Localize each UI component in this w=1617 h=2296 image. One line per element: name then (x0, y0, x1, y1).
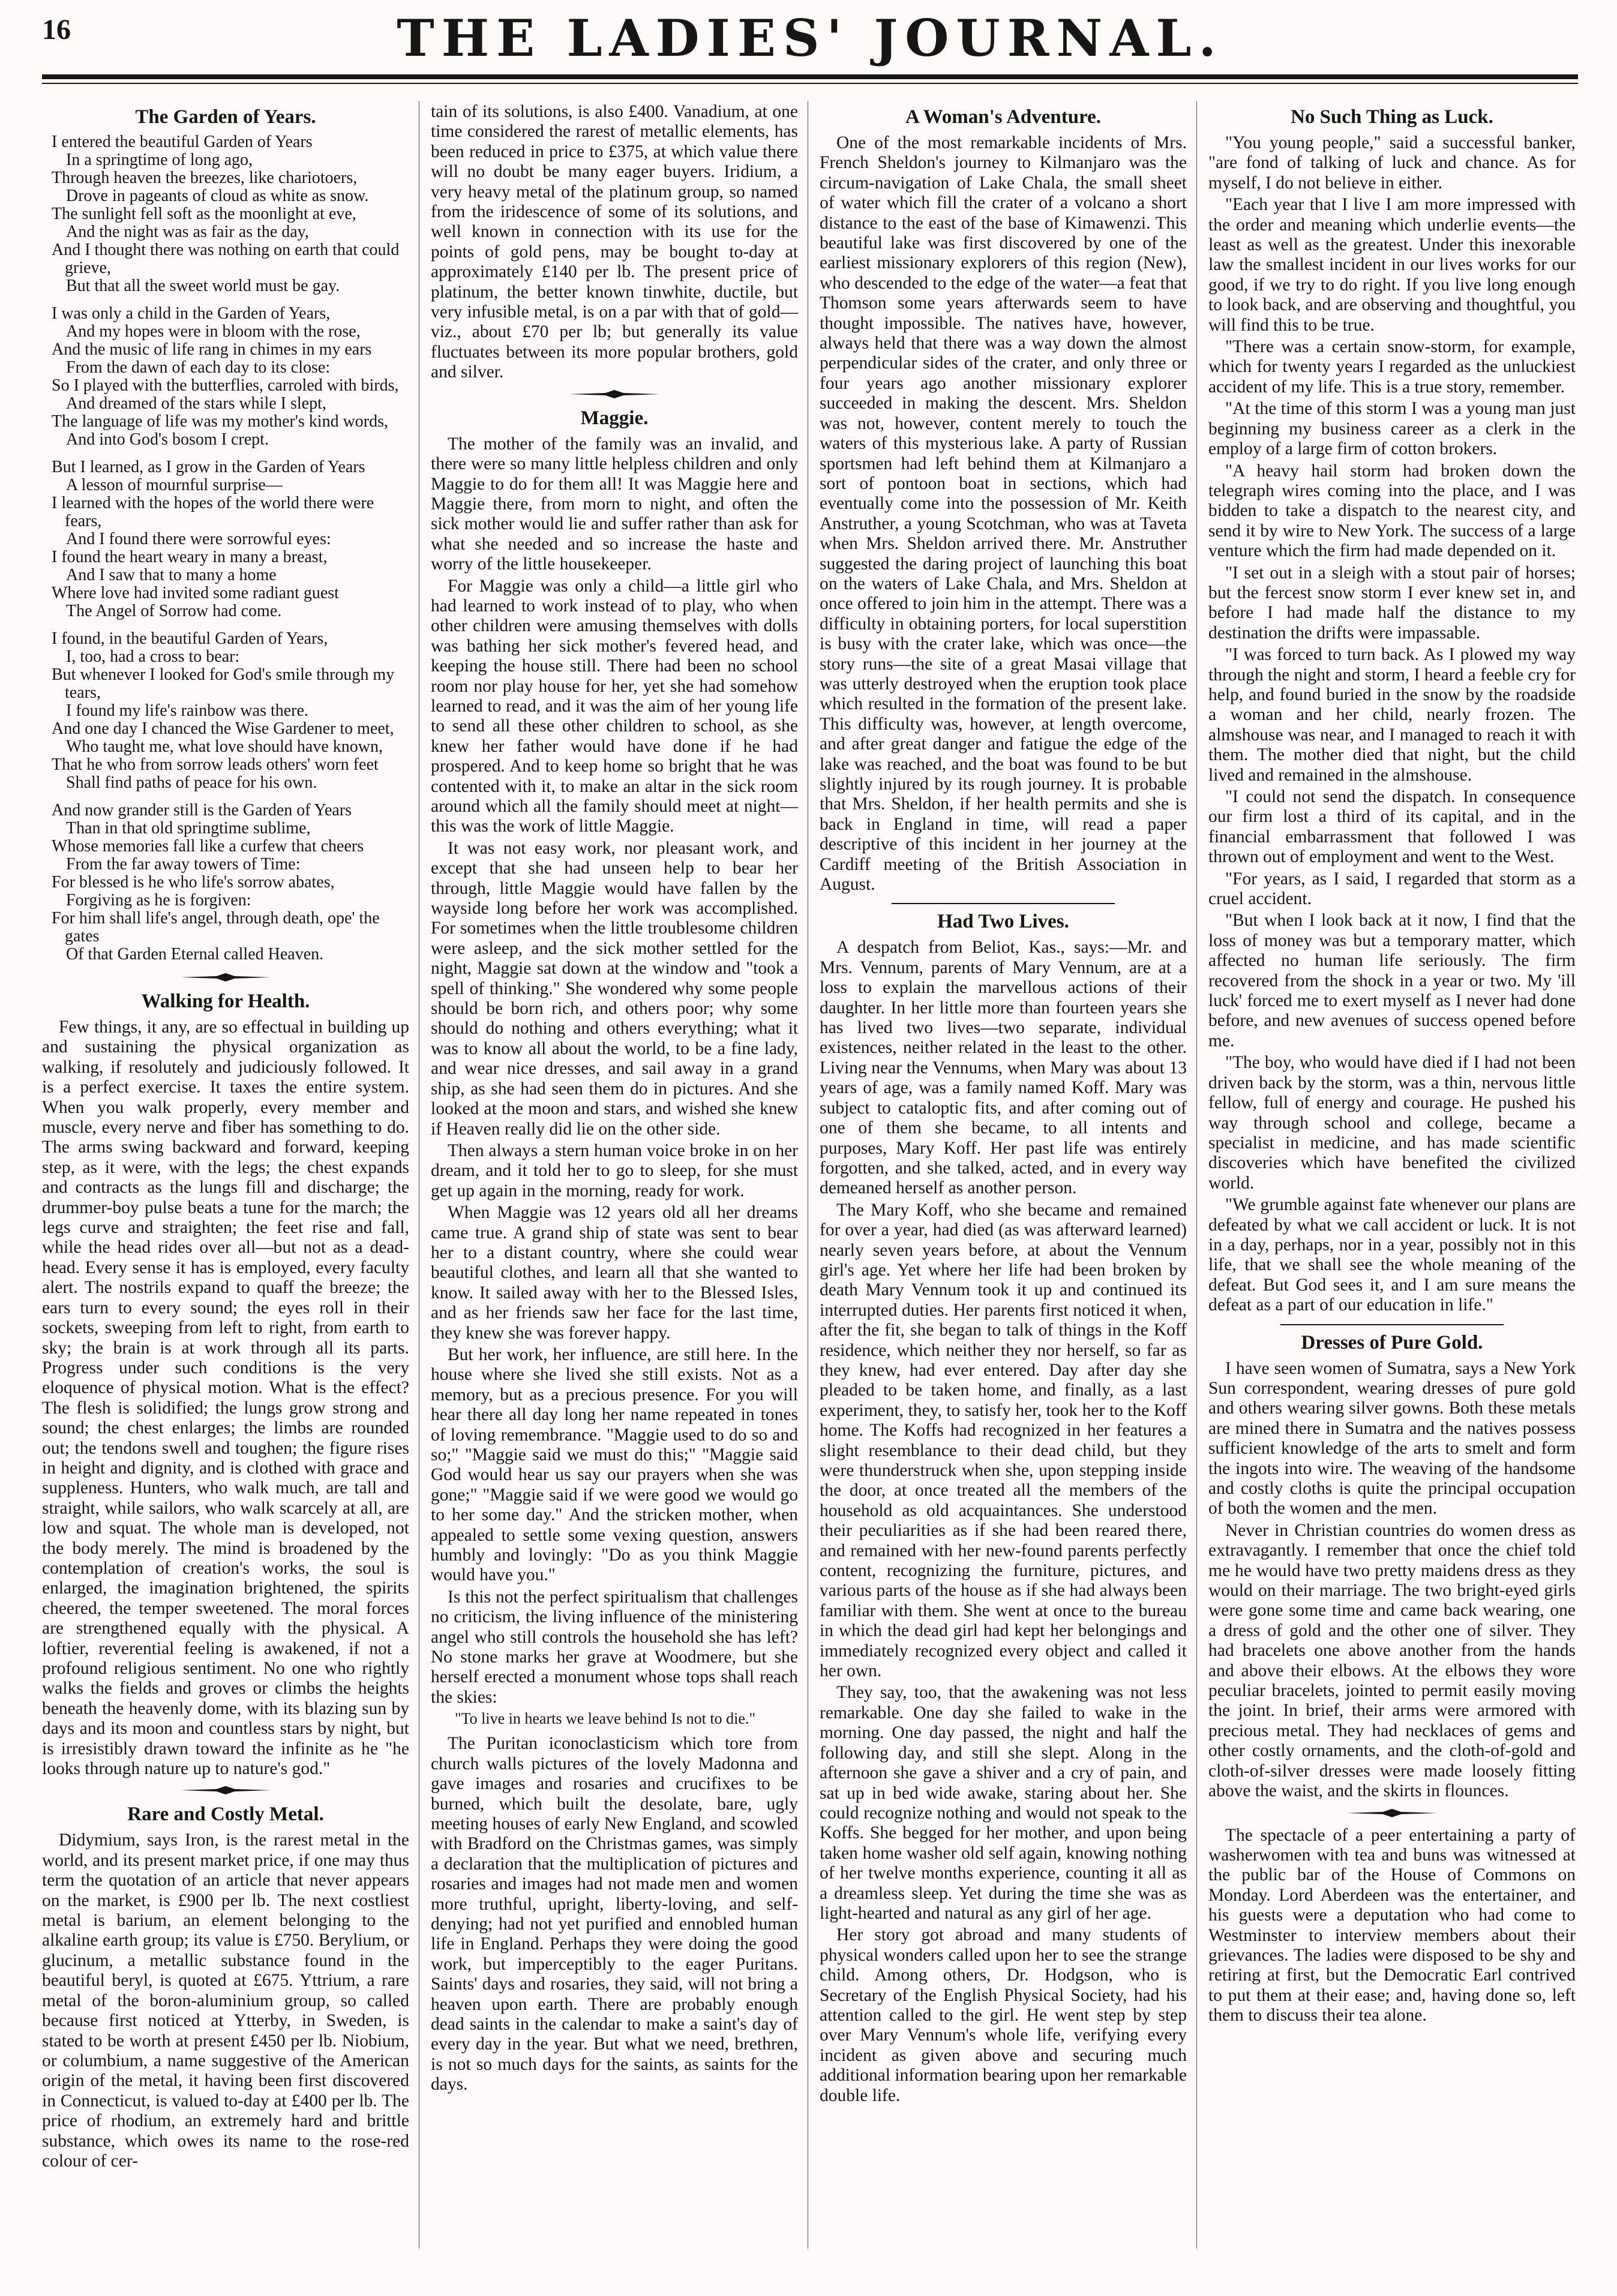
poem-stanza (42, 458, 409, 620)
column-2 (431, 102, 798, 2097)
poem-line: And one day I chanced the Wise Gardener to meet, (52, 719, 394, 738)
article-body (1208, 1826, 1576, 2026)
article-title: Had Two Lives. (937, 911, 1069, 933)
poem-stanza (42, 305, 409, 449)
poem-line: And the night was as fair as the day, (66, 223, 309, 241)
paragraph: Her story got abroad and many students of physical wonders called upon her to see the strange child. Among others, Dr. Hodgson, who is Secretary of the English Physical Society, had his attention called to the girl. He went step by step over Mary Vennum's whole life, verifying every incident as given above and securing much additional information bearing upon her remarkable double life. (820, 1925, 1187, 2105)
paragraph: "But when I look back at it now, I find that the loss of money was but a temporary matter, which affected no human life seriously. The firm recovered from the shock in a year or two. My 'ill luck' forced me to exert myself as I never had done before, and new avenues of success opened before me. (1208, 911, 1576, 1051)
ornament-divider (569, 390, 659, 398)
poem-line: But I learned, as I grow in the Garden of Years (52, 458, 365, 476)
paragraph: Didymium, says Iron, is the rarest metal in the world, and its present market price, if one may thus term the quotation of an article that never appears on the market, is £900 per lb. The next costliest metal is barium, an element belonging to the alkaline earth group; its value is £750. Berylium, or glucinum, a metallic substance found in the beautiful beryl, is quoted at £675. Yttrium, a rare metal of the boron-aluminium group, so called because first noticed at Ytterby, in Sweden, is stated to be worth at present £450 per lb. Niobium, or columbium, a name suggestive of the American origin of the metal, it having been first discovered in Connecticut, is valued to-day at £400 per lb. The price of rhodium, an extremely hard and brittle substance, which owes its name to the rose-red colour of cer- (42, 1830, 409, 2171)
poem-line: The language of life was my mother's kind words, (52, 412, 389, 431)
paragraph: Never in Christian countries do women dress as extravagantly. I remember that once the chief told me he would have two pretty maidens dress as they would on their marriage. The two bright-eyed girls were gone some time and came back wearing, one a dress of gold and the other one of silver. They had bracelets one above another from the hands and above their elbows. At the elbows they wore peculiar bracelets, jointed to permit easily moving the joint. In brief, their arms were armored with precious metal. They had necklaces of gems and other costly ornaments, and the cloth-of-gold and cloth-of-silver dresses were made loosely fitting above the waist, and the skirts in flounces. (1208, 1520, 1576, 1801)
masthead-rule-thin (42, 83, 1578, 84)
poem-line: I found, in the beautiful Garden of Years, (52, 629, 328, 648)
article-body (820, 133, 1187, 895)
paragraph: "I could not send the dispatch. In consequence our firm lost a third of its capital, and in the financial embarrassment that followed I was thrown out of employment and went to the West. (1208, 787, 1576, 867)
poem-line: The Angel of Sorrow had come. (66, 602, 282, 620)
paragraph: The Puritan iconoclasticism which tore from church walls pictures of the lovely Madonna and gave images and rosaries and crucifixes to be burned, which built the desolate, bare, ugly meeting houses of early New England, and scowled with Bradford on the Christmas games, was simply a declaration that the multiplication of pictures and rosaries and images had not made men and women more truthful, upright, liberty-loving, and self-denying; had not yet purified and ennobled human life in England. Perhaps they were doing the good work, but imperceptibly to the eager Puritans. Saints' days and rosaries, they said, will not bring a heaven upon earth. There are probably enough dead saints in the calendar to make a saint's day of every day in the year. But what we need, brethren, is not so much days for the saints, as saints for the days. (431, 1734, 798, 2094)
article-body (42, 1018, 409, 1779)
poem-line: I learned with the hopes of the world there were fears, (52, 494, 374, 530)
article-body (431, 1734, 798, 2094)
article-body (431, 434, 798, 1708)
paragraph: The mother of the family was an invalid, and there were so many little helpless children and only Maggie to do for them all! It was Maggie here and Maggie there, from morn to night, and often the sick mother would lie and suffer rather than ask for what she needed and so increase the haste and worry of the little housekeeper. (431, 434, 798, 574)
poem-line: Whose memories fall like a curfew that cheers (52, 837, 364, 856)
poem-line: In a springtime of long ago, (66, 151, 253, 169)
poem-line: I, too, had a cross to bear: (66, 647, 240, 666)
page-number: 16 (42, 14, 71, 46)
paragraph: Is this not the perfect spiritualism that challenges no criticism, the living influence of the ministering angel who still controls the household she has left? No stone marks her grave at Woodmere, but she herself erected a monument whose tops shall reach the skies: (431, 1587, 798, 1707)
quote: "To live in hearts we leave behind Is not to die." (455, 1710, 755, 1728)
paragraph: Then always a stern human voice broke in on her dream, and it told her to go to sleep, for she must get up again in the morning, ready for work. (431, 1141, 798, 1200)
poem-stanza (42, 802, 409, 964)
poem-line: And now grander still is the Garden of Years (52, 801, 352, 820)
paragraph: "I was forced to turn back. As I plowed my way through the night and storm, I heard a feeble cry for help, and found buried in the snow by the roadside a woman and her child, nearly frozen. The almshouse was near, and I managed to reach it with them. The mother died that night, but the child lived and remained in the almshouse. (1208, 645, 1576, 785)
poem-line: But that all the sweet world must be gay. (66, 277, 340, 295)
paragraph: I have seen women of Sumatra, says a New York Sun correspondent, wearing dresses of pure gold and others wearing silver gowns. Both these metals are mined there in Sumatra and the natives possess sufficient knowledge of the arts to smelt and form the ingots into wire. The weaving of the handsome and costly cloths is quite the principal occupation of both the women and the men. (1208, 1358, 1576, 1518)
poem-line: So I played with the butterflies, carroled with birds, (52, 376, 399, 395)
divider (1280, 1324, 1504, 1325)
paragraph: "I set out in a sleigh with a stout pair of horses; but the fercest snow storm I ever knew set in, and before I had made half the distance to my destination the drifts were impassable. (1208, 563, 1576, 643)
poem-line: I found my life's rainbow was there. (66, 701, 308, 720)
poem-line: Forgiving as he is forgiven: (66, 891, 251, 910)
poem-line: A lesson of mournful surprise— (66, 476, 283, 494)
paragraph: Few things, it any, are so effectual in building up and sustaining the physical organization as walking, if resolutely and judiciously followed. It is a perfect exercise. It taxes the entire system. When you walk properly, every member and muscle, every nerve and fiber has something to do. The arms swing backward and forward, keeping step, as it were, with the legs; the chest expands and contracts as the lungs fill and discharge; the drummer-boy pulse beats a tune for the march; the legs curve and straighten; the feet rise and fall, while the head rides over all—but not as a dead-head. Every sense it has is employed, every faculty alert. The nostrils expand to quaff the breeze; the ears turn to every sound; the eyes roll in their sockets, sweeping from left to right, from earth to sky; the brain is at work through all its parts. Progress under such conditions is the very eloquence of physical motion. What is the effect? The flesh is solidified; the lungs grow strong and sound; the chest enlarges; the limbs are rounded out; the tendons swell and toughen; the figure rises in height and dignity, and is clothed with grace and suppleness. Hunters, who walk much, are tall and straight, while sailors, who walk scarcely at all, are low and squat. The whole man is developed, not the body merely. The mind is broadened by the contemplation of creation's works, the soul is enlarged, the imagination brightened, the spirits cheered, the temper sweetened. The moral forces are strengthened equally with the physical. A loftier, reverential feeling is awakened, if not a profound religious sentiment. No one who rightly walks the fields and groves or climbs the heights beneath the heavenly dome, with its blazing sun by days and its moon and countless stars by night, but is irresistibly drawn toward the infinite as he "he looks through nature up to nature's god." (42, 1018, 409, 1779)
poem-line: Of that Garden Eternal called Heaven. (66, 945, 324, 964)
paragraph: "There was a certain snow-storm, for example, which for twenty years I regarded as the unluckiest accident of my life. This is a true story, remember. (1208, 337, 1576, 397)
poem-line: Who taught me, what love should have known, (66, 737, 383, 756)
ornament-divider (1347, 1809, 1437, 1817)
poem-line: And the music of life rang in chimes in my ears (52, 340, 372, 359)
article-body (431, 102, 798, 383)
ornament-divider (181, 1786, 271, 1794)
poem-line: Shall find paths of peace for his own. (66, 773, 317, 792)
article-body (1208, 1359, 1576, 1802)
poem-stanza (42, 630, 409, 792)
poem-line: For him shall life's angel, through death, ope' the gates (52, 909, 380, 946)
paragraph: The spectacle of a peer entertaining a party of washerwomen with tea and buns was witnessed at the public bar of the House of Commons on Monday. Lord Aberdeen was the entertainer, and his guests were a deputation who had come to Westminster to interview members about their grievances. The ladies were disposed to be shy and retiring at first, but the Democratic Earl contrived to put them at their ease; and, having done so, left them to discuss their tea alone. (1208, 1825, 1576, 2025)
poem-line: And I saw that to many a home (66, 566, 277, 584)
divider (892, 903, 1115, 904)
poem-line: The sunlight fell soft as the moonlight at eve, (52, 205, 356, 223)
poem (42, 133, 409, 964)
article-title: Maggie. (580, 407, 649, 429)
article-title: Walking for Health. (141, 991, 310, 1012)
paragraph: "The boy, who would have died if I had not been driven back by the storm, was a thin, nervous little fellow, full of energy and courage. He pushed his way through school and college, became a specialist in medicine, and has made scientific discoveries which have benefited the civilized world. (1208, 1053, 1576, 1193)
column-3 (820, 102, 1187, 2108)
newspaper-title: THE LADIES' JOURNAL. (397, 8, 1223, 68)
paragraph: For Maggie was only a child—a little girl who had learned to work instead of to play, who when other children were amusing themselves with dolls was bathing her sick mother's fevered head, and keeping the house still. There had been no school room nor play house for her, yet she had somehow learned to read, and it was the aim of her young life to send all these other children to school, as she knew her father would have done if he had prospered. And to keep home so bright that he was contented with it, to make an altar in the sick room around which all the family should meet at night—this was the work of little Maggie. (431, 576, 798, 836)
poem-stanza (42, 133, 409, 295)
masthead (42, 8, 1578, 98)
article-body (42, 1830, 409, 2171)
poem-line: And I thought there was nothing on earth that could grieve, (52, 241, 400, 277)
poem-line: Drove in pageants of cloud as white as snow. (66, 187, 369, 205)
column-4 (1208, 102, 1576, 2028)
paragraph: But her work, her influence, are still here. In the house where she lived she still exists. Not as a memory, but as a precious presence. For you will hear there all day long her name repeated in tones of loving remembrance. "Maggie used to do so and so;" "Maggie said we must do this;" "Maggie said God would hear us say our prayers when she was gone;" "Maggie said if we were good we would go to her some day." And the stricken mother, when appealed to settle some vexing question, answers humbly and lovingly: "Do as you think Maggie would have you." (431, 1344, 798, 1585)
poem-line: Than in that old springtime sublime, (66, 819, 311, 838)
poem-line: And my hopes were in bloom with the rose, (66, 322, 361, 341)
poem-line: And I found there were sorrowful eyes: (66, 530, 331, 548)
paragraph: "We grumble against fate whenever our plans are defeated by what we call accident or luck. It is not in a day, perhaps, nor in a year, possibly not in this life, that we shall see the whole meaning of the defeat. But God sees it, and I am sure means the defeat as a part of our education in life." (1208, 1195, 1576, 1315)
paragraph: A despatch from Beliot, Kas., says:—Mr. and Mrs. Vennum, parents of Mary Vennum, are at a loss to explain the marvellous actions of their daughter. In her little more than fourteen years she has lived two lives—two separate, individual existences, neither related in the least to the other. Living near the Vennums, when Mary was about 13 years of age, was a family named Koff. Mary was subject to cataloptic fits, and after coming out of one of them she became, to all intents and purposes, Mary Koff. Her past life was entirely forgotten, and she talked, acted, and in every way demeaned herself as another person. (820, 938, 1187, 1198)
poem-line: From the dawn of each day to its close: (66, 358, 331, 377)
article-title: The Garden of Years. (135, 106, 316, 128)
poem-line: Through heaven the breezes, like chariotoers, (52, 169, 358, 187)
paragraph: "You young people," said a successful banker, "are fond of talking of luck and chance. As for myself, I do not believe in either. (1208, 133, 1576, 193)
poem-line: For blessed is he who life's sorrow abates, (52, 873, 335, 892)
poem-line: From the far away towers of Time: (66, 855, 301, 874)
paragraph: They say, too, that the awakening was not less remarkable. One day she failed to wake in the morning. One day passed, the night and half the following day, and still she slept. Along in the afternoon she gave a shiver and a cry of pain, and sat up in bed wide awake, staring about her. She could recognize nothing and would not speak to the Koffs. She begged for her mother, and upon being taken home washer old self again, knowing nothing of her twelve months experience, counting it all as a dreamless sleep. Yet during the time she was as light-hearted and natural as any girl of her age. (820, 1683, 1187, 1923)
column-1 (42, 102, 409, 2173)
poem-line: And dreamed of the stars while I slept, (66, 394, 326, 413)
paragraph: When Maggie was 12 years old all her dreams came true. A grand ship of state was sent to bear her to a distant country, where she could wear beautiful clothes, and learn all that she wanted to know. It sailed away with her to the Blessed Isles, and as her friends saw her face for the last time, they knew she was forever happy. (431, 1203, 798, 1343)
paragraph: It was not easy work, nor pleasant work, and except that she had unseen help to bear her through, little Maggie would have fallen by the wayside long before her work was accomplished. For sometimes when the little troublesome children were asleep, and the sick mother settled for the night, Maggie sat down at the window and "took a spell of thinking." She wondered why some people should be born rich, and others poor; why some should do nothing and others everything; what it was to know all about the world, to be a fine lady, and wear nice dresses, and sail away in a grand ship, as she had seen them do in pictures. And she looked at the moon and stars, and wished she knew if Heaven really did lie on the other side. (431, 838, 798, 1139)
article-body (1208, 133, 1576, 1316)
paragraph: One of the most remarkable incidents of Mrs. French Sheldon's journey to Kilmanjaro was the circum-navigation of Lake Chala, the small sheet of water which fill the crater of a volcano a short distance to the east of the base of Kimawenzi. This beautiful lake was first discovered by one of the earliest missionary explorers of this region (New), who descended to the edge of the water—a feat that Thomson some years afterwards seem to have thought impossible. The natives have, however, always held that there was a way down the almost perpendicular sides of the crater, and only three or four years ago another missionary explorer succeeded in making the descent. Mrs. Sheldon was not, however, content merely to touch the waters of this mysterious lake. A party of Russian sportsmen had left behind them at Kilmanjaro a sort of pontoon boat in sections, which had eventually come into the possession of Mr. Keith Anstruther, a young Scotchman, who was at Taveta when Mrs. Sheldon arrived there. Mr. Anstruther suggested the daring project of launching this boat on the waters of Lake Chala, and Mrs. Sheldon at once offered to join him in the attempt. There was a difficulty in obtaining porters, for local superstition is busy with the crater lake, which was once—the story runs—the site of a great Masai village that was utterly destroyed when the eruption took place which resulted in the formation of the present lake. This difficulty was, however, at length overcome, and after great danger and fatigue the edge of the lake was reached, and the boat was found to be but slightly injured by its rough journey. It is probable that Mrs. Sheldon, if her health permits and she is back in England in time, will read a paper descriptive of this incident in her journey at the Cardiff meeting of the British Association in August. (820, 133, 1187, 895)
paragraph: tain of its solutions, is also £400. Vanadium, at one time considered the rarest of metallic elements, has been reduced in price to £375, at which value there will no doubt be many eager buyers. Iridium, a very heavy metal of the platinum group, so named from the iridescence of some of its solutions, and well known in connection with its use for the points of gold pens, may be bought to-day at approximately £140 per lb. The present price of platinum, the better known tinwhite, ductile, but very infusible metal, is on a par with that of gold—viz., about £70 per lb; but generally its value fluctuates between its more popular brothers, gold and silver. (431, 102, 798, 382)
paragraph: "Each year that I live I am more impressed with the order and meaning which underlie events—the least as well as the greatest. Under this inexorable law the smallest incident in our lives works for our good, if we try to do right. If you live long enough to look back, and are observing and thoughtful, you will find this to be true. (1208, 195, 1576, 335)
poem-line: Where love had invited some radiant guest (52, 584, 339, 602)
column-divider (1196, 101, 1197, 2249)
article-title: Rare and Costly Metal. (127, 1803, 324, 1826)
poem-line: And into God's bosom I crept. (66, 430, 269, 449)
article-title: No Such Thing as Luck. (1291, 106, 1493, 128)
paragraph: The Mary Koff, who she became and remained for over a year, had died (as was afterward learned) nearly seven years before, at about the Vennum girl's age. Yet where her life had been broken by death Mary Vennum took it up and continued its interrupted duties. Her parents first noticed it when, after the fit, she began to talk of things in the Koff residence, which neither they nor herself, so far as they knew, had ever entered. Day after day she pleaded to be taken home, and finally, as a last experiment, they, to satisfy her, took her to the Koff home. The Koffs had recognized in her features a slight resemblance to their dead child, but they were thunderstruck when she, upon stepping inside the door, at once treated all the members of the household as old acquaintances. She understood their peculiarities as if she had been reared there, and remained with her new-found parents perfectly content, recognizing the furniture, pictures, and various parts of the house as if she had always been familiar with them. She went at once to the bureau in which the dead girl had kept her belongings and immediately recognized every object and called it her own. (820, 1200, 1187, 1681)
poem-line: I was only a child in the Garden of Years, (52, 304, 331, 323)
poem-line: That he who from sorrow leads others' worn feet (52, 755, 379, 774)
article-title: Dresses of Pure Gold. (1301, 1331, 1483, 1353)
article-body (820, 938, 1187, 2106)
article-title: A Woman's Adventure. (905, 106, 1102, 128)
masthead-rule (42, 74, 1578, 79)
poem-line: I found the heart weary in many a breast, (52, 548, 328, 566)
paragraph: "At the time of this storm I was a young man just beginning my business career as a clerk in the employ of a large firm of cotton brokers. (1208, 399, 1576, 459)
poem-line: I entered the beautiful Garden of Years (52, 133, 313, 151)
paragraph: "A heavy hail storm had broken down the telegraph wires coming into the place, and I was bidden to take a dispatch to the nearest city, and send it by wire to New York. The success of a large venture which the firm had made depended on it. (1208, 461, 1576, 561)
poem-line: But whenever I looked for God's smile through my tears, (52, 665, 395, 702)
paragraph: "For years, as I said, I regarded that storm as a cruel accident. (1208, 869, 1576, 909)
ornament-divider (181, 973, 271, 982)
